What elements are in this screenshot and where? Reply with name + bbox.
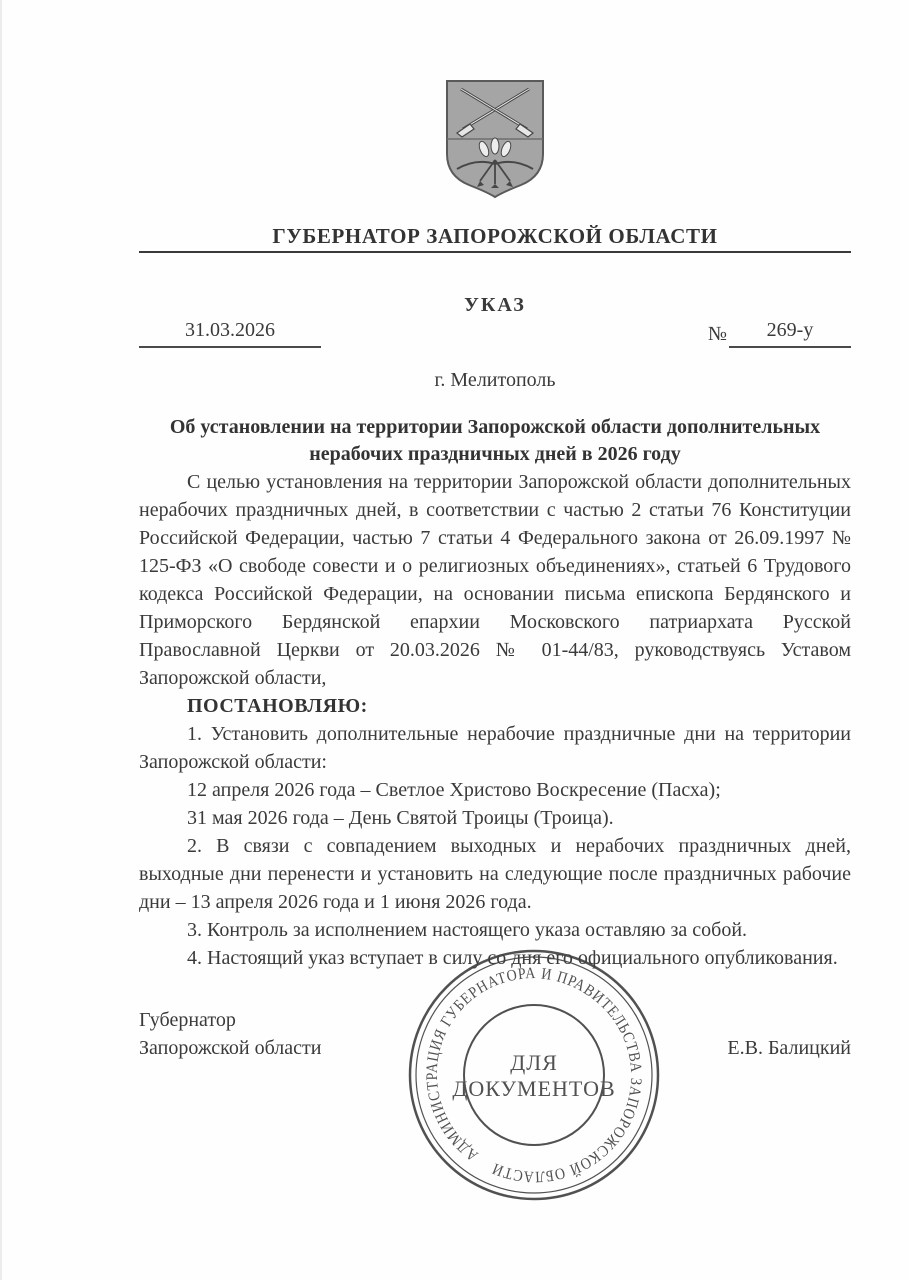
doc-type-heading: УКАЗ: [464, 294, 526, 316]
decree-item-2: 2. В связи с совпадением выходных и нерабочих праздничных дней, выходные дни перенести и установить на следующие после праздничных рабочие дни – 13 апреля 2026 года и 1 июня 2026 года.: [139, 835, 851, 913]
org-name: ГУБЕРНАТОР ЗАПОРОЖСКОЙ ОБЛАСТИ: [272, 224, 718, 248]
holiday-line-trinity: 31 мая 2026 года – День Святой Троицы (Троица).: [187, 807, 614, 829]
signer-position: [139, 1006, 321, 1062]
preamble-paragraph: С целью установления на территории Запорожской области дополнительных нерабочих праздничных дней, в соответствии с частью 2 статьи 76 Конституции Российской Федерации, частью 7 статьи 4 Федерального закона от 26.09.1997 № 125-ФЗ «О свободе совести и о религиозных объединениях», статьей 6 Трудового кодекса Российской Федерации, на основании письма епископа Бердянского и Приморского Бердянской епархии Московского патриархата Русской Православной Церкви от 20.03.2026 № 01-44/83, руководствуясь Уставом Запорожской области,: [139, 471, 851, 689]
signer-name: Е.В. Балицкий: [727, 1037, 851, 1059]
doc-date: 31.03.2026: [139, 319, 321, 348]
signer-position-line2: Запорожской области: [139, 1037, 322, 1059]
doc-city: г. Мелитополь: [434, 369, 556, 391]
doc-title: Об установлении на территории Запорожской области дополнительных нерабочих праздничных дней в 2026 году: [169, 416, 821, 465]
emblem-container: [139, 76, 851, 205]
doc-number: 269-у: [729, 319, 851, 348]
holiday-line-easter: 12 апреля 2026 года – Светлое Христово Воскресение (Пасха);: [187, 779, 721, 801]
coat-of-arms-icon: [439, 76, 551, 200]
doc-number-block: [708, 319, 851, 348]
seal-center-line2: ДОКУМЕНТОВ: [452, 1076, 616, 1101]
meta-row: [139, 319, 851, 348]
resolution-heading: ПОСТАНОВЛЯЮ:: [187, 695, 368, 717]
number-sign: №: [707, 323, 727, 345]
signer-position-line1: Губернатор: [139, 1009, 236, 1031]
seal-center-line1: ДЛЯ: [510, 1050, 558, 1075]
seal-ring-text: АДМИНИСТРАЦИЯ ГУБЕРНАТОРА И ПРАВИТЕЛЬСТВА ЗАПОРОЖСКОЙ ОБЛАСТИ: [423, 965, 645, 1186]
decree-item-3: 3. Контроль за исполнением настоящего указа оставляю за собой.: [187, 919, 748, 941]
decree-item-4: 4. Настоящий указ вступает в силу со дня его официального опубликования.: [187, 947, 838, 969]
decree-item-1: 1. Установить дополнительные нерабочие праздничные дни на территории Запорожской области:: [139, 723, 851, 773]
document-content: [139, 0, 851, 1062]
org-name-rule: [139, 251, 851, 253]
signature-block: [139, 1006, 851, 1062]
